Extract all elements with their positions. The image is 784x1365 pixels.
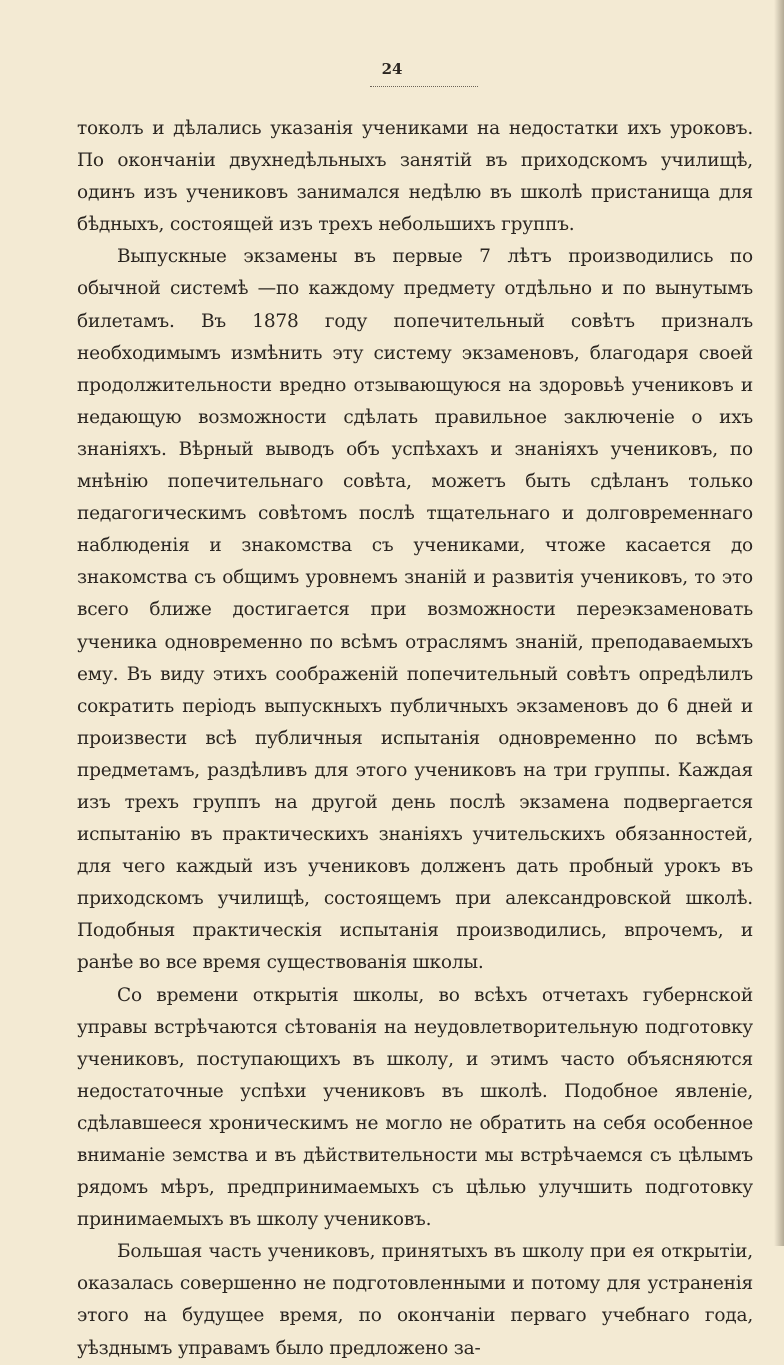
paragraph-1: токолъ и дѣлались указанія учениками на недостатки ихъ уроковъ. По окончаніи двухнедѣльныхъ занятій въ приходскомъ училищѣ, одинъ изъ учениковъ занимался недѣлю въ школѣ пристанища для бѣдныхъ, состоящей изъ трехъ небольшихъ группъ. [77, 118, 753, 236]
body-text [77, 113, 753, 1365]
page-number: 24 [381, 60, 403, 78]
paragraph-3: Со времени открытія школы, во всѣхъ отчетахъ губернской управы встрѣчаются сѣтованія на неудовлетворительную подготовку учениковъ, поступающихъ въ школу, и этимъ часто объясняются недостаточные успѣхи учениковъ въ школѣ. Подобное явленіе, сдѣлавшееся хроническимъ не могло не обратить на себя особенное вниманіе земства и въ дѣйствительности мы встрѣчаемся съ цѣлымъ рядомъ мѣръ, предпринимаемыхъ съ цѣлью улучшить подготовку принимаемыхъ въ школу учениковъ. [77, 984, 753, 1231]
header-divider [370, 86, 478, 87]
paragraph-4: Большая часть учениковъ, принятыхъ въ школу при ея открытіи, оказалась совершенно не подготовленными и потому для устраненія этого на будущее время, по окончаніи перваго учебнаго года, уѣзднымъ управамъ было предложено за- [77, 1241, 753, 1359]
paragraph-2: Выпускные экзамены въ первые 7 лѣтъ производились по обычной системѣ —по каждому предмету отдѣльно и по вынутымъ билетамъ. Въ 1878 году попечительный совѣтъ призналъ необходимымъ измѣнить эту систему экзаменовъ, благодаря своей продолжительности вредно отзывающуюся на здоровьѣ учениковъ и недающую возможности сдѣлать правильное заключеніе о ихъ знаніяхъ. Вѣрный выводъ объ успѣхахъ и знаніяхъ учениковъ, по мнѣнію попечительнаго совѣта, можетъ быть сдѣланъ только педагогическимъ совѣтомъ послѣ тщательнаго и долговременнаго наблюденія и знакомства съ учениками, чтоже касается до знакомства съ общимъ уровнемъ знаній и развитія учениковъ, то это всего ближе достигается при возможности переэкзаменовать ученика одновременно по всѣмъ отраслямъ знаній, преподаваемыхъ ему. Въ виду этихъ соображеній попечительный совѣтъ опредѣлилъ сократить періодъ выпускныхъ публичныхъ экзаменовъ до 6 дней и произвести всѣ публичныя испытанія одновременно по всѣмъ предметамъ, раздѣливъ для этого учениковъ на три группы. Каждая изъ трехъ группъ на другой день послѣ экзамена подвергается испытанію въ практическихъ знаніяхъ учительскихъ обязанностей, для чего каждый изъ учениковъ долженъ дать пробный урокъ въ приходскомъ училищѣ, состоящемъ при александровской школѣ. Подобныя практическія испытанія производились, впрочемъ, и ранѣе во все время существованія школы. [77, 246, 753, 974]
